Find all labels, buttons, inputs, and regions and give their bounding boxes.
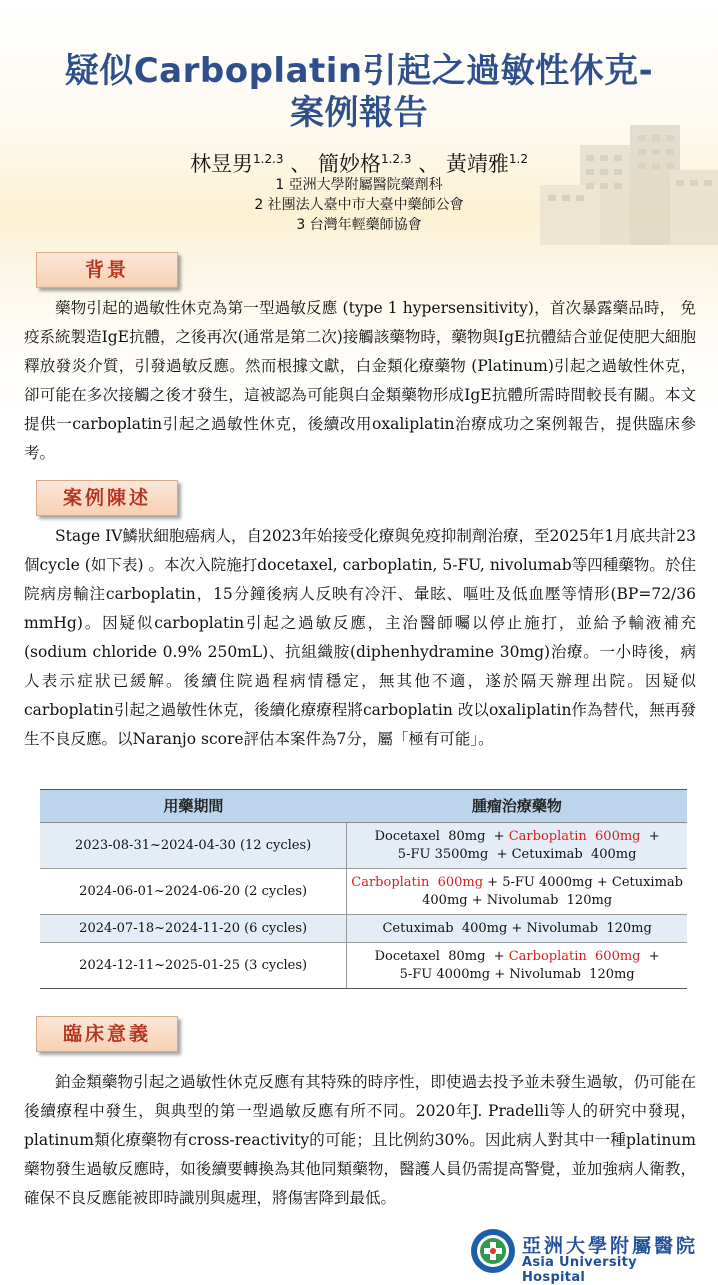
case-paragraph: Stage IV鱗狀細胞癌病人，自2023年始接受化療與免疫抑制劑治療，至2025年1月底共計23個cycle (如下表) 。本次入院施打docetaxel, carboplatin, 5-FU, nivolumab等四種藥物。於住院病房輸注carboplatin，15分鐘後病人反映有冷汗、暈眩、嘔吐及低血壓等情形(BP=72/36 mmHg)。因疑似carboplatin引起之過敏反應，主治醫師囑以停止施打，並給予輸液補充(sodium chloride 0.9% 250mL)、抗組織胺(diphenhydramine 30mg)治療。一小時後，病人表示症狀已緩解。後續住院過程病情穩定，無其他不適，遂於隔天辦理出院。因疑似carboplatin引起之過敏性休克，後續化療療程將carboplatin 改以oxaliplatin作為替代，無再發生不良反應。以Naranjo score評估本案件為7分，屬「極有可能」。 <box>24 527 696 748</box>
author-name: 黃靖雅 <box>445 152 509 176</box>
drug-text: Docetaxel 80mg + <box>374 948 509 964</box>
table-cell-period: 2024-12-11~2025-01-25 (3 cycles) <box>40 943 347 989</box>
drug-text: 400mg + Nivolumab 120mg <box>422 892 613 908</box>
drug-text: 5-FU 4000mg + Nivolumab 120mg <box>399 966 635 982</box>
table-row <box>40 823 687 869</box>
medication-table <box>40 789 687 989</box>
table-row <box>40 943 687 989</box>
table-cell-drugs <box>347 823 687 869</box>
table-cell-period: 2023-08-31~2024-04-30 (12 cycles) <box>40 823 347 869</box>
table-cell-drugs <box>347 915 687 943</box>
drug-line <box>351 828 683 846</box>
table-header-row <box>40 790 687 823</box>
significance-paragraph: 鉑金類藥物引起之過敏性休克反應有其特殊的時序性，即使過去投予並未發生過敏，仍可能在後續療程中發生，與典型的第一型過敏反應有所不同。2020年J. Pradelli等人的研究中發現，platinum類化療藥物有cross-reactivity的可能；且比例約30%。因此病人對其中一種platinum藥物發生過敏反應時，如後續要轉換為其他同類藥物，醫護人員仍需提高警覺，並加強病人衛教，確保不良反應能被即時識別與處理，將傷害降到最低。 <box>24 1073 696 1207</box>
drug-highlight: Carboplatin 600mg <box>351 874 484 890</box>
drug-text: + 5-FU 4000mg + Cetuximab <box>483 874 683 890</box>
title-line-1: 疑似Carboplatin引起之過敏性休克- <box>64 51 654 91</box>
poster-title <box>20 50 698 134</box>
table-cell-period: 2024-07-18~2024-11-20 (6 cycles) <box>40 915 347 943</box>
table-body <box>40 823 687 989</box>
header-drugs: 腫瘤治療藥物 <box>347 790 687 823</box>
drug-text: Cetuximab 400mg + Nivolumab 120mg <box>382 920 652 936</box>
drug-highlight: Carboplatin 600mg <box>508 948 641 964</box>
author-name: 簡妙格 <box>317 152 381 176</box>
table-row <box>40 869 687 915</box>
drug-line <box>351 948 683 966</box>
author-separator: 、 <box>290 152 312 176</box>
hospital-emblem-icon <box>470 1228 516 1274</box>
drug-text: + <box>640 828 660 844</box>
drug-line <box>351 874 683 892</box>
title-line-2: 案例報告 <box>290 93 428 133</box>
header-period: 用藥期間 <box>40 790 347 823</box>
drug-text: Docetaxel 80mg + <box>374 828 509 844</box>
section-heading-case: 案例陳述 <box>36 480 178 516</box>
drug-text: 5-FU 3500mg + Cetuximab 400mg <box>397 846 637 862</box>
table-row <box>40 915 687 943</box>
author-affiliation-index: 1.2.3 <box>380 152 412 166</box>
drug-line <box>351 846 683 864</box>
hospital-name-english: Asia University Hospital <box>522 1255 637 1285</box>
author-affiliation-index: 1.2 <box>508 152 528 166</box>
drug-highlight: Carboplatin 600mg <box>508 828 641 844</box>
author-name: 林昱男 <box>190 152 254 176</box>
drug-line <box>351 892 683 910</box>
drug-text: + <box>640 948 660 964</box>
background-paragraph: 藥物引起的過敏性休克為第一型過敏反應 (type 1 hypersensitivity)，首次暴露藥品時， 免疫系統製造IgE抗體，之後再次(通常是第二次)接觸該藥物時，藥物與IgE抗體結合並促使肥大細胞釋放發炎介質，引發過敏反應。然而根據文獻，白金類化療藥物 (Platinum)引起之過敏性休克， 卻可能在多次接觸之後才發生，這被認為可能與白金類藥物形成IgE抗體所需時間較長有關。本文提供一carboplatin引起之過敏性休克，後續改用oxaliplatin治療成功之案例報告，提供臨床參考。 <box>24 299 696 462</box>
author-separator: 、 <box>418 152 440 176</box>
drug-line <box>351 920 683 938</box>
section-heading-background: 背景 <box>36 252 178 288</box>
affiliation-1: 1 亞洲大學附屬醫院藥劑科 <box>275 177 443 193</box>
drug-line <box>351 966 683 984</box>
hospital-logo <box>470 1228 700 1285</box>
section-heading-significance: 臨床意義 <box>36 1016 178 1052</box>
author-affiliation-index: 1.2.3 <box>253 152 284 166</box>
table-cell-drugs <box>347 869 687 915</box>
affiliation-3: 3 台灣年輕藥師協會 <box>296 217 422 233</box>
author-list <box>0 145 718 178</box>
table-cell-period: 2024-06-01~2024-06-20 (2 cycles) <box>40 869 347 915</box>
hospital-name-chinese: 亞洲大學附屬醫院 <box>522 1235 699 1257</box>
table-cell-drugs <box>347 943 687 989</box>
affiliation-2: 2 社團法人臺中市大臺中藥師公會 <box>254 197 464 213</box>
